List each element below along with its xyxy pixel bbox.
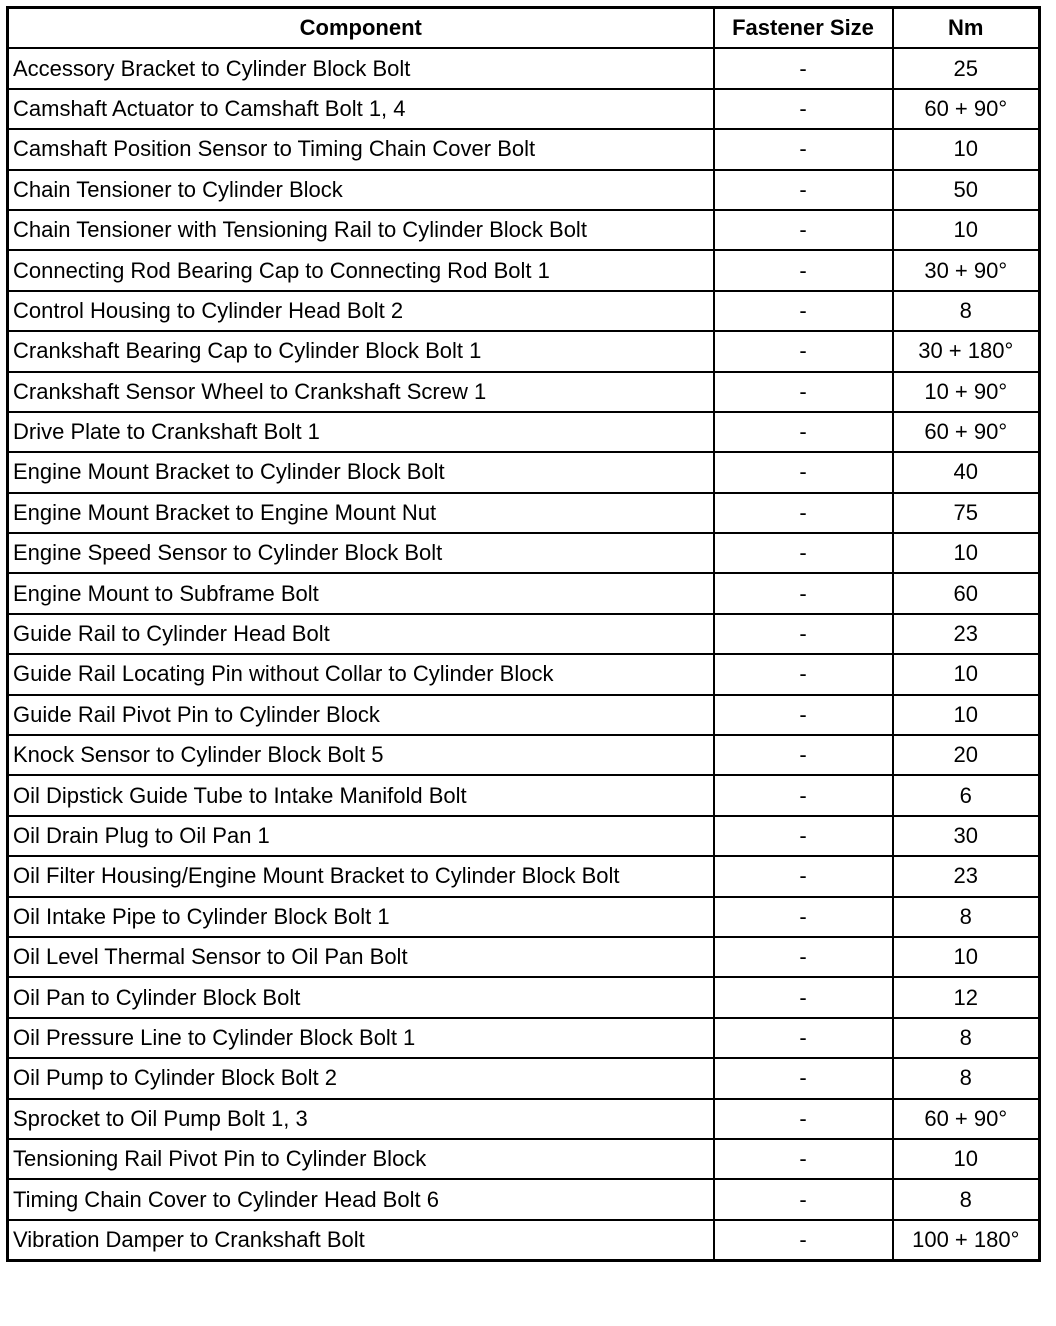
fastener-size-cell: - bbox=[714, 937, 893, 977]
table-row bbox=[8, 170, 1040, 210]
component-cell: Guide Rail to Cylinder Head Bolt bbox=[8, 614, 714, 654]
table-row bbox=[8, 856, 1040, 896]
table-row bbox=[8, 1018, 1040, 1058]
torque-nm-cell: 10 bbox=[893, 937, 1040, 977]
table-row bbox=[8, 573, 1040, 613]
fastener-size-cell: - bbox=[714, 331, 893, 371]
torque-nm-cell: 8 bbox=[893, 1179, 1040, 1219]
fastener-size-cell: - bbox=[714, 1018, 893, 1058]
component-cell: Camshaft Actuator to Camshaft Bolt 1, 4 bbox=[8, 89, 714, 129]
fastener-size-cell: - bbox=[714, 977, 893, 1017]
torque-spec-table bbox=[6, 6, 1041, 1262]
torque-nm-cell: 8 bbox=[893, 1058, 1040, 1098]
table-row bbox=[8, 48, 1040, 88]
component-cell: Guide Rail Pivot Pin to Cylinder Block bbox=[8, 695, 714, 735]
fastener-size-cell: - bbox=[714, 695, 893, 735]
torque-nm-cell: 60 bbox=[893, 573, 1040, 613]
table-row bbox=[8, 452, 1040, 492]
component-cell: Chain Tensioner to Cylinder Block bbox=[8, 170, 714, 210]
fastener-size-cell: - bbox=[714, 1139, 893, 1179]
table-row bbox=[8, 533, 1040, 573]
header-row bbox=[8, 8, 1040, 49]
component-cell: Engine Mount Bracket to Cylinder Block Bolt bbox=[8, 452, 714, 492]
table-row bbox=[8, 816, 1040, 856]
component-cell: Oil Dipstick Guide Tube to Intake Manifold Bolt bbox=[8, 775, 714, 815]
component-cell: Chain Tensioner with Tensioning Rail to Cylinder Block Bolt bbox=[8, 210, 714, 250]
component-cell: Control Housing to Cylinder Head Bolt 2 bbox=[8, 291, 714, 331]
fastener-size-cell: - bbox=[714, 614, 893, 654]
fastener-size-cell: - bbox=[714, 250, 893, 290]
component-cell: Sprocket to Oil Pump Bolt 1, 3 bbox=[8, 1099, 714, 1139]
component-cell: Engine Mount Bracket to Engine Mount Nut bbox=[8, 493, 714, 533]
component-cell: Engine Mount to Subframe Bolt bbox=[8, 573, 714, 613]
table-row bbox=[8, 1058, 1040, 1098]
fastener-size-cell: - bbox=[714, 48, 893, 88]
component-cell: Oil Level Thermal Sensor to Oil Pan Bolt bbox=[8, 937, 714, 977]
column-header-fastener-size: Fastener Size bbox=[714, 8, 893, 49]
table-row bbox=[8, 937, 1040, 977]
torque-nm-cell: 50 bbox=[893, 170, 1040, 210]
table-row bbox=[8, 372, 1040, 412]
torque-nm-cell: 60 + 90° bbox=[893, 412, 1040, 452]
table-row bbox=[8, 291, 1040, 331]
torque-nm-cell: 40 bbox=[893, 452, 1040, 492]
table-body bbox=[8, 48, 1040, 1260]
component-cell: Oil Pan to Cylinder Block Bolt bbox=[8, 977, 714, 1017]
torque-nm-cell: 8 bbox=[893, 291, 1040, 331]
fastener-size-cell: - bbox=[714, 533, 893, 573]
component-cell: Connecting Rod Bearing Cap to Connecting Rod Bolt 1 bbox=[8, 250, 714, 290]
fastener-size-cell: - bbox=[714, 1099, 893, 1139]
fastener-size-cell: - bbox=[714, 412, 893, 452]
table-row bbox=[8, 654, 1040, 694]
table-row bbox=[8, 331, 1040, 371]
fastener-size-cell: - bbox=[714, 654, 893, 694]
component-cell: Oil Intake Pipe to Cylinder Block Bolt 1 bbox=[8, 897, 714, 937]
table-row bbox=[8, 977, 1040, 1017]
table-row bbox=[8, 1179, 1040, 1219]
table-row bbox=[8, 1220, 1040, 1261]
torque-nm-cell: 10 bbox=[893, 695, 1040, 735]
component-cell: Tensioning Rail Pivot Pin to Cylinder Block bbox=[8, 1139, 714, 1179]
torque-nm-cell: 100 + 180° bbox=[893, 1220, 1040, 1261]
component-cell: Knock Sensor to Cylinder Block Bolt 5 bbox=[8, 735, 714, 775]
component-cell: Oil Drain Plug to Oil Pan 1 bbox=[8, 816, 714, 856]
fastener-size-cell: - bbox=[714, 1058, 893, 1098]
fastener-size-cell: - bbox=[714, 372, 893, 412]
component-cell: Vibration Damper to Crankshaft Bolt bbox=[8, 1220, 714, 1261]
component-cell: Drive Plate to Crankshaft Bolt 1 bbox=[8, 412, 714, 452]
table-row bbox=[8, 614, 1040, 654]
torque-nm-cell: 30 + 180° bbox=[893, 331, 1040, 371]
fastener-size-cell: - bbox=[714, 210, 893, 250]
component-cell: Crankshaft Bearing Cap to Cylinder Block Bolt 1 bbox=[8, 331, 714, 371]
torque-nm-cell: 30 + 90° bbox=[893, 250, 1040, 290]
torque-nm-cell: 20 bbox=[893, 735, 1040, 775]
torque-nm-cell: 25 bbox=[893, 48, 1040, 88]
column-header-nm: Nm bbox=[893, 8, 1040, 49]
table-row bbox=[8, 129, 1040, 169]
fastener-size-cell: - bbox=[714, 291, 893, 331]
torque-nm-cell: 10 + 90° bbox=[893, 372, 1040, 412]
fastener-size-cell: - bbox=[714, 170, 893, 210]
component-cell: Oil Pump to Cylinder Block Bolt 2 bbox=[8, 1058, 714, 1098]
component-cell: Oil Filter Housing/Engine Mount Bracket to Cylinder Block Bolt bbox=[8, 856, 714, 896]
table-row bbox=[8, 1139, 1040, 1179]
component-cell: Camshaft Position Sensor to Timing Chain Cover Bolt bbox=[8, 129, 714, 169]
component-cell: Timing Chain Cover to Cylinder Head Bolt 6 bbox=[8, 1179, 714, 1219]
table-row bbox=[8, 695, 1040, 735]
fastener-size-cell: - bbox=[714, 775, 893, 815]
table-row bbox=[8, 210, 1040, 250]
torque-nm-cell: 10 bbox=[893, 654, 1040, 694]
fastener-size-cell: - bbox=[714, 735, 893, 775]
torque-nm-cell: 10 bbox=[893, 129, 1040, 169]
component-cell: Accessory Bracket to Cylinder Block Bolt bbox=[8, 48, 714, 88]
fastener-size-cell: - bbox=[714, 493, 893, 533]
torque-nm-cell: 60 + 90° bbox=[893, 89, 1040, 129]
torque-nm-cell: 30 bbox=[893, 816, 1040, 856]
fastener-size-cell: - bbox=[714, 856, 893, 896]
table-row bbox=[8, 89, 1040, 129]
torque-nm-cell: 75 bbox=[893, 493, 1040, 533]
torque-nm-cell: 6 bbox=[893, 775, 1040, 815]
table-row bbox=[8, 493, 1040, 533]
column-header-component: Component bbox=[8, 8, 714, 49]
component-cell: Crankshaft Sensor Wheel to Crankshaft Screw 1 bbox=[8, 372, 714, 412]
torque-nm-cell: 8 bbox=[893, 897, 1040, 937]
torque-nm-cell: 10 bbox=[893, 533, 1040, 573]
fastener-size-cell: - bbox=[714, 573, 893, 613]
torque-nm-cell: 60 + 90° bbox=[893, 1099, 1040, 1139]
fastener-size-cell: - bbox=[714, 816, 893, 856]
torque-nm-cell: 10 bbox=[893, 210, 1040, 250]
component-cell: Engine Speed Sensor to Cylinder Block Bolt bbox=[8, 533, 714, 573]
torque-nm-cell: 8 bbox=[893, 1018, 1040, 1058]
component-cell: Guide Rail Locating Pin without Collar to Cylinder Block bbox=[8, 654, 714, 694]
torque-nm-cell: 23 bbox=[893, 614, 1040, 654]
table-row bbox=[8, 250, 1040, 290]
fastener-size-cell: - bbox=[714, 1179, 893, 1219]
torque-nm-cell: 12 bbox=[893, 977, 1040, 1017]
table-row bbox=[8, 775, 1040, 815]
component-cell: Oil Pressure Line to Cylinder Block Bolt 1 bbox=[8, 1018, 714, 1058]
table-row bbox=[8, 412, 1040, 452]
fastener-size-cell: - bbox=[714, 897, 893, 937]
fastener-size-cell: - bbox=[714, 452, 893, 492]
torque-nm-cell: 23 bbox=[893, 856, 1040, 896]
table-row bbox=[8, 897, 1040, 937]
table-row bbox=[8, 735, 1040, 775]
fastener-size-cell: - bbox=[714, 89, 893, 129]
torque-nm-cell: 10 bbox=[893, 1139, 1040, 1179]
fastener-size-cell: - bbox=[714, 129, 893, 169]
fastener-size-cell: - bbox=[714, 1220, 893, 1261]
table-row bbox=[8, 1099, 1040, 1139]
